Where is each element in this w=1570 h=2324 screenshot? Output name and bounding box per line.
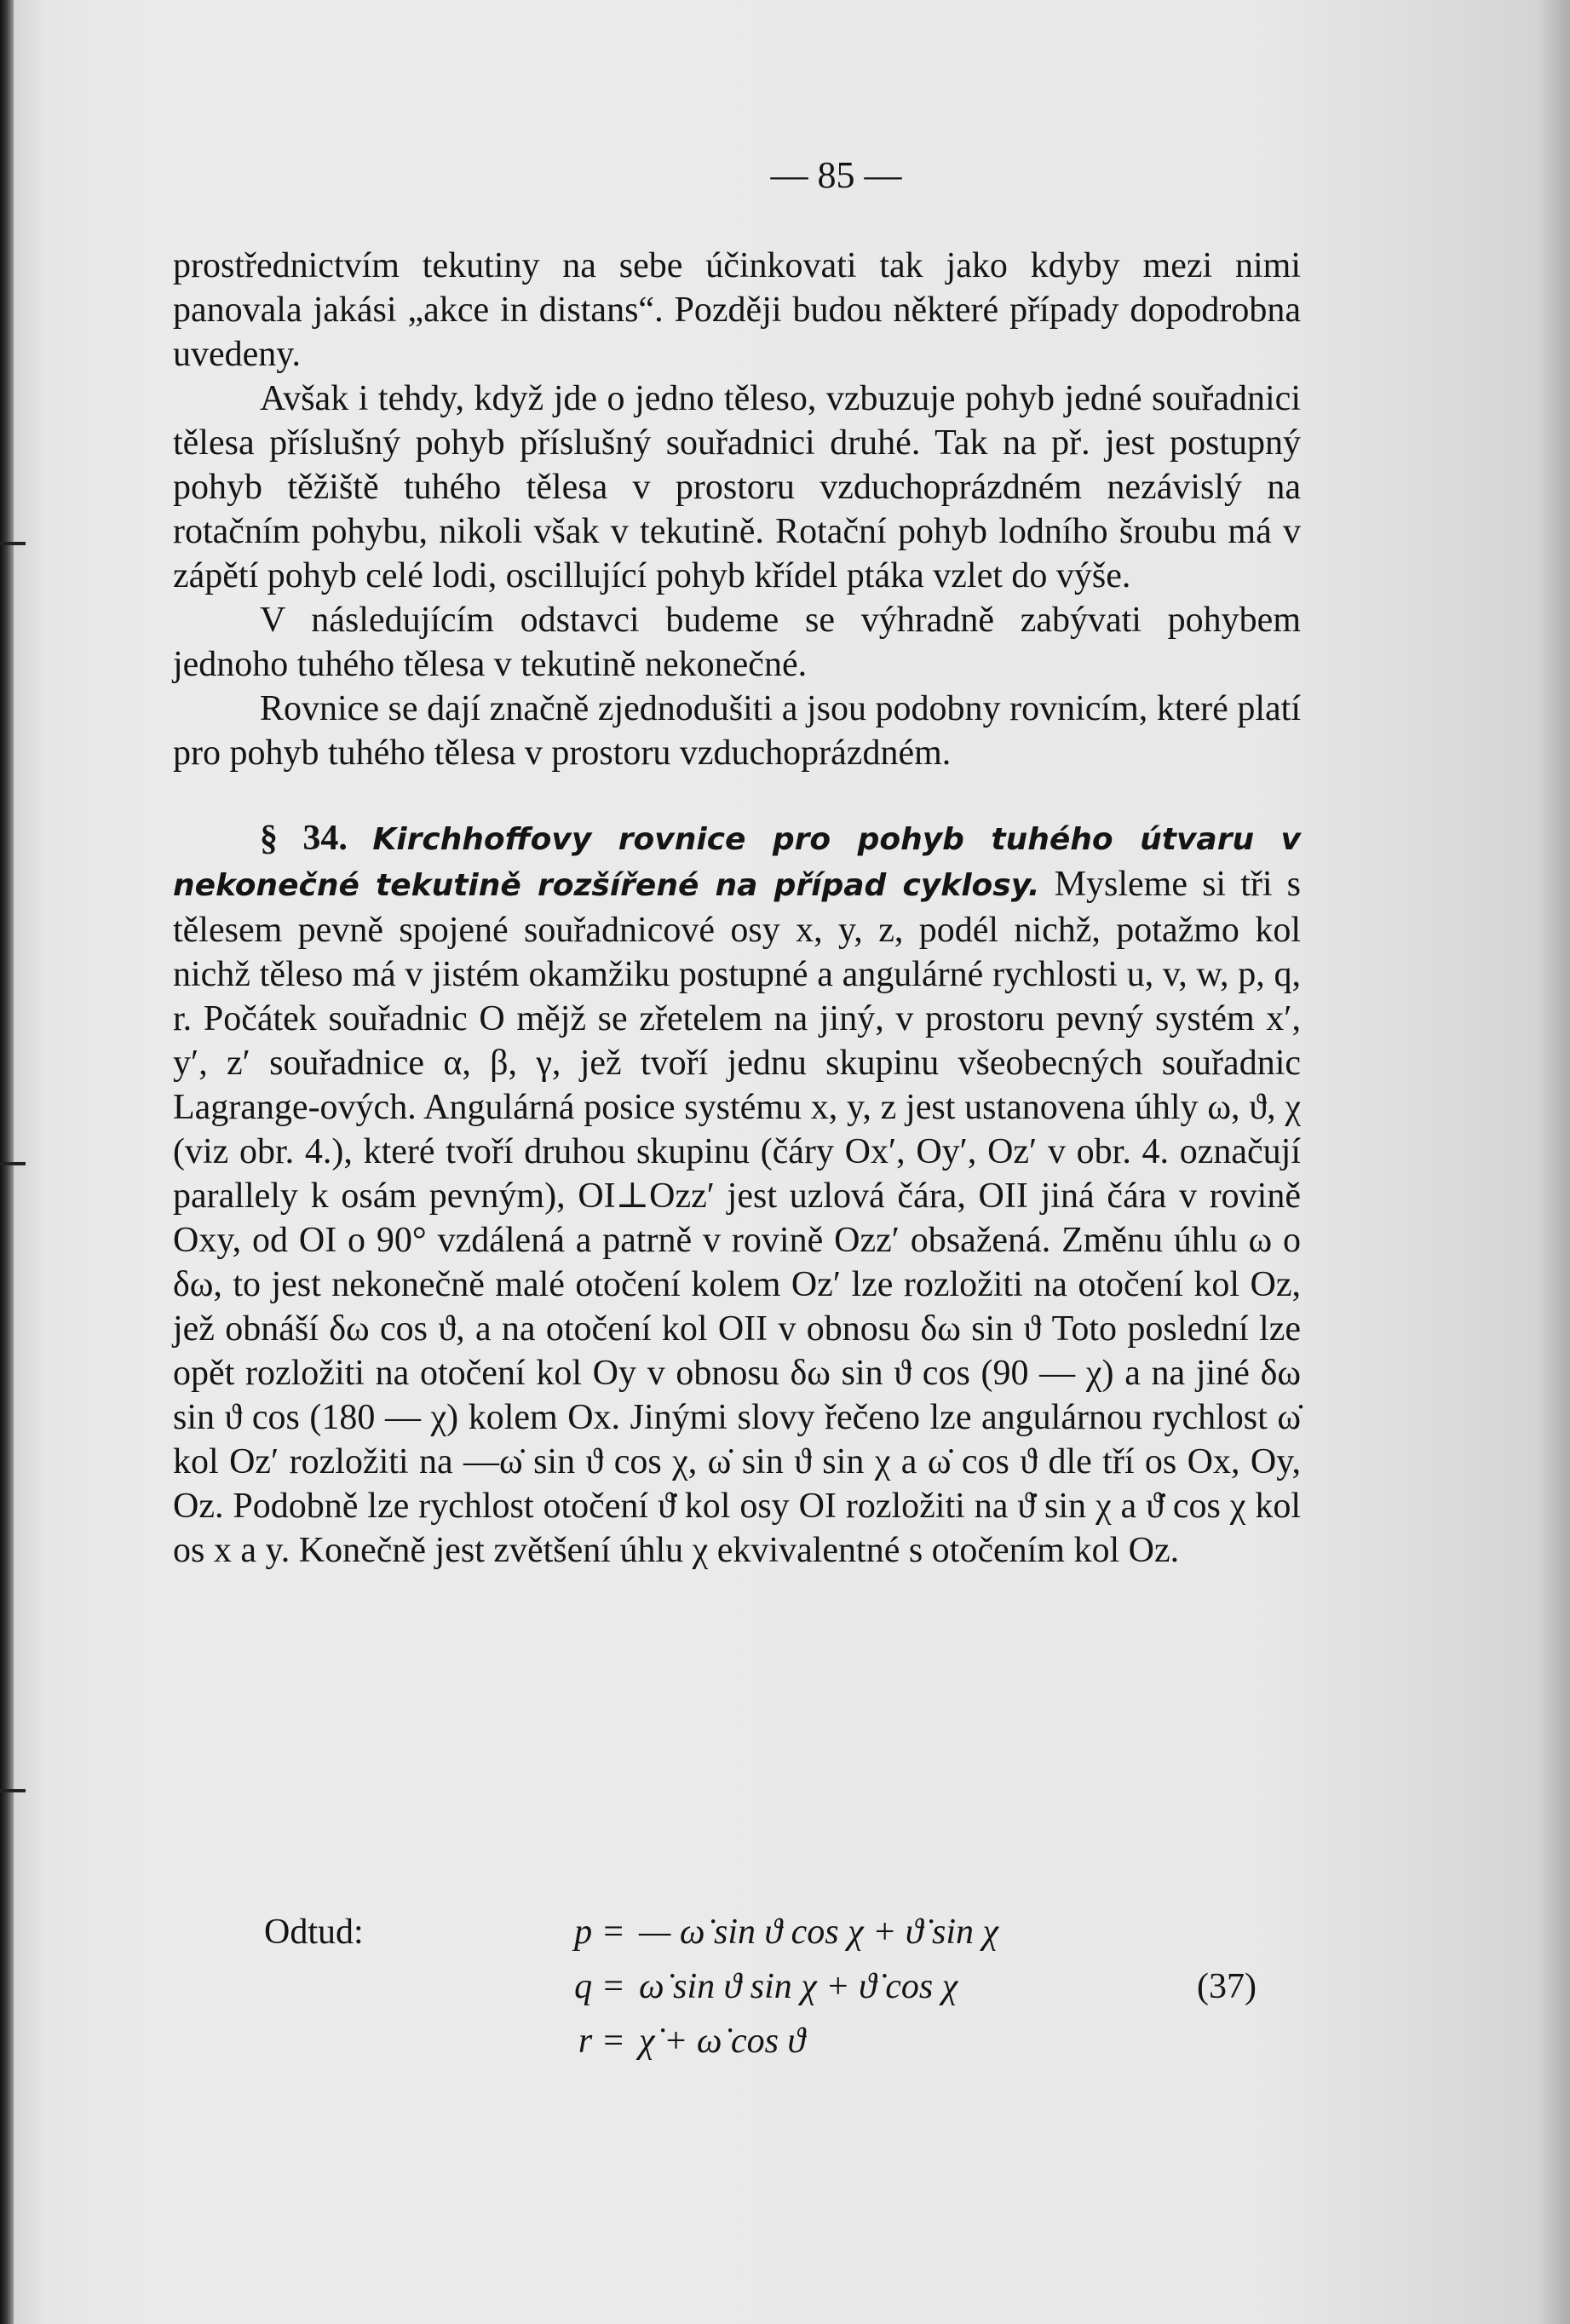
page-number-text: — 85 — bbox=[770, 154, 902, 196]
page-edge-shadow-right bbox=[1536, 0, 1570, 2324]
equation-rhs: ω̇ sin ϑ sin χ + ϑ̇ cos χ bbox=[639, 1967, 958, 2006]
equation-label: Odtud: bbox=[264, 1913, 364, 1952]
page-number bbox=[0, 153, 1570, 197]
section-paragraph bbox=[173, 816, 1301, 1573]
binding-mark bbox=[0, 542, 26, 545]
equation-row bbox=[264, 1966, 1286, 2021]
equation-number: (37) bbox=[1197, 1967, 1257, 2006]
equation-rhs: — ω̇ sin ϑ cos χ + ϑ̇ sin χ bbox=[639, 1913, 999, 1952]
equation-lhs: q = bbox=[574, 1967, 625, 2006]
body-text bbox=[173, 244, 1301, 1573]
section-body: Mysleme si tři s tělesem pevně spojené souřadnicové osy x, y, z, podél nichž, potažmo kol nichž těleso má v jistém okamžiku postupné a angulárné rychlosti u, v, w, p, q, r. Počátek souřadnic O mějž se zřetelem na jiný, v prostoru pevný systém x′, y′, z′ souřadnice α, β, γ, jež tvoří jednu skupinu všeobecných souřadnic Lagrange-ových. Angulárná posice systému x, y, z jest ustanovena úhly ω, ϑ, χ (viz obr. 4.), které tvoří druhou skupinu (čáry Ox′, Oy′, Oz′ v obr. 4. označují parallely k osám pevným), OI⊥Ozz′ jest uzlová čára, OII jiná čára v rovině Oxy, od OI o 90° vzdálená a patrně v rovině Ozz′ obsažená. Změnu úhlu ω o δω, to jest nekonečně malé otočení kolem Oz′ lze rozložiti na otočení kol Oz, jež obnáší δω cos ϑ, a na otočení kol OII v obnosu δω sin ϑ Toto poslední lze opět rozložiti na otočení kol Oy v obnosu δω sin ϑ cos (90 — χ) a na jiné δω sin ϑ cos (180 — χ) kolem Ox. Jinými slovy řečeno lze angulárnou rychlost ω̇ kol Oz′ rozložiti na —ω̇ sin ϑ cos χ, ω̇ sin ϑ sin χ a ω̇ cos ϑ dle tří os Ox, Oy, Oz. Podobně lze rychlost otočení ϑ̇ kol osy OI rozložiti na ϑ̇ sin χ a ϑ̇ cos χ kol os x a y. Konečně jest zvětšení úhlu χ ekvivalentné s otočením kol Oz. bbox=[173, 865, 1301, 1570]
section-number: § 34. bbox=[260, 819, 348, 858]
equation-row bbox=[264, 1912, 1286, 1966]
paragraph: V následujícím odstavci budeme se výhradně zabývati pohybem jednoho tuhého tělesa v tekutině nekonečné. bbox=[173, 601, 1301, 684]
equation-block bbox=[264, 1912, 1286, 2075]
equation-lhs: r = bbox=[578, 2022, 625, 2061]
paragraph: prostřednictvím tekutiny na sebe účinkovati tak jako kdyby mezi nimi panovala jakási „akce in distans“. Později budou některé případy dopodrobna uvedeny. bbox=[173, 246, 1301, 374]
equation-lhs: p = bbox=[574, 1913, 625, 1952]
equation-row bbox=[264, 2021, 1286, 2075]
paragraph: Rovnice se dají značně zjednodušiti a jsou podobny rovnicím, které platí pro pohyb tuhého tělesa v prostoru vzduchoprázdném. bbox=[173, 689, 1301, 773]
section-title: Kirchhoffovy rovnice pro pohyb tuhého útvaru v nekonečné tekutině rozšířené na případ cyklosy. bbox=[173, 822, 1301, 903]
paragraph: Avšak i tehdy, když jde o jedno těleso, vzbuzuje pohyb jedné souřadnici tělesa příslušný pohyb příslušný souřadnici druhé. Tak na př. jest postupný pohyb těžiště tuhého tělesa v prostoru vzduchoprázdném nezávislý na rotačním pohybu, nikoli však v tekutině. Rotační pohyb lodního šroubu má v zápětí pohyb celé lodi, oscillující pohyb křídel ptáka vzlet do výše. bbox=[173, 379, 1301, 595]
equation-rhs: χ̇ + ω̇ cos ϑ bbox=[639, 2022, 806, 2061]
binding-mark bbox=[0, 1789, 26, 1792]
binding-mark bbox=[0, 1162, 26, 1165]
